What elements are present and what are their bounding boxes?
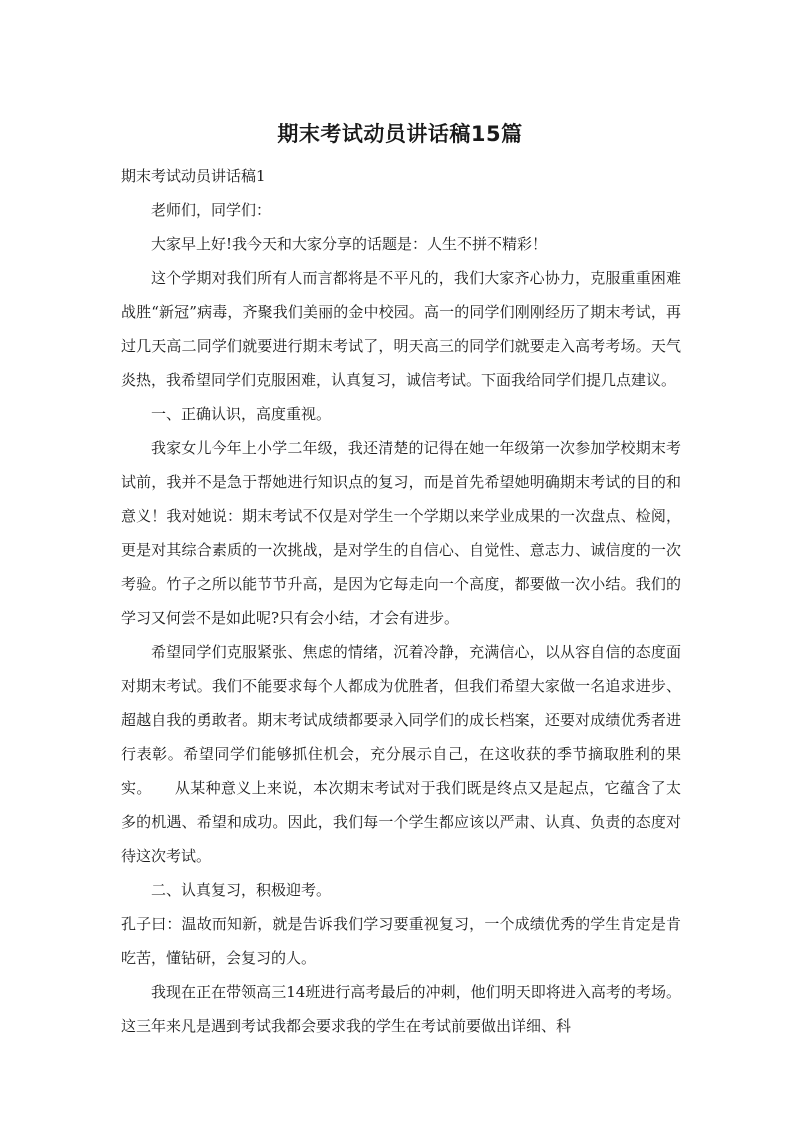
paragraph-class-14: 我现在正在带领高三14班进行高考最后的冲刺，他们明天即将进入高考的考场。这三年来凡是遇到考试我都会要求我的学生在考试前要做出详细、科 [121,983,681,1035]
paragraph-confucius: 孔子曰：温故而知新，就是告诉我们学习要重视复习，一个成绩优秀的学生肯定是肯吃苦，懂钻研，会复习的人。 [121,915,681,967]
section-heading-1: 一、正确认识，高度重视。 [151,405,332,423]
paragraph-daughter-story: 我家女儿今年上小学二年级，我还清楚的记得在她一年级第一次参加学校期末考试前，我并不是急于帮她进行知识点的复习，而是首先希望她明确期末考试的目的和意义！我对她说：期末考试不仅是对学生一个学期以来学业成果的一次盘点、检阅，更是对其综合素质的一次挑战，是对学生的自信心、自觉性、意志力、诚信度的一次考验。竹子之所以能节节升高，是因为它每走向一个高度，都要做一次小结。我们的学习又何尝不是如此呢?只有会小结，才会有进步。 [121,439,681,627]
paragraph-encouragement: 希望同学们克服紧张、焦虑的情绪，沉着冷静，充满信心，以从容自信的态度面对期末考试。我们不能要求每个人都成为优胜者，但我们希望大家做一名追求进步、超越自我的勇敢者。期末考试成绩都要录入同学们的成长档案，还要对成绩优秀者进行表彰。希望同学们能够抓住机会，充分展示自己，在这收获的季节摘取胜利的果实。 从某种意义上来说，本次期末考试对于我们既是终点又是起点，它蕴含了太多的机遇、希望和成功。因此，我们每一个学生都应该以严肃、认真、负责的态度对待这次考试。 [121,643,681,865]
paragraph-opening: 大家早上好!我今天和大家分享的话题是：人生不拼不精彩！ [151,235,548,253]
paragraph-intro: 这个学期对我们所有人而言都将是不平凡的，我们大家齐心协力，克服重重困难战胜“新冠”病毒，齐聚我们美丽的金中校园。高一的同学们刚刚经历了期末考试，再过几天高二同学们就要进行期末考试了，明天高三的同学们就要走入高考考场。天气炎热，我希望同学们克服困难，认真复习，诚信考试。下面我给同学们提几点建议。 [121,269,681,389]
document-subtitle: 期末考试动员讲话稿1 [121,167,266,185]
document-title: 期末考试动员讲话稿15篇 [277,122,523,146]
document-body [121,159,681,1043]
paragraph-greeting: 老师们，同学们： [151,201,272,219]
section-heading-2: 二、认真复习，积极迎考。 [151,881,332,899]
